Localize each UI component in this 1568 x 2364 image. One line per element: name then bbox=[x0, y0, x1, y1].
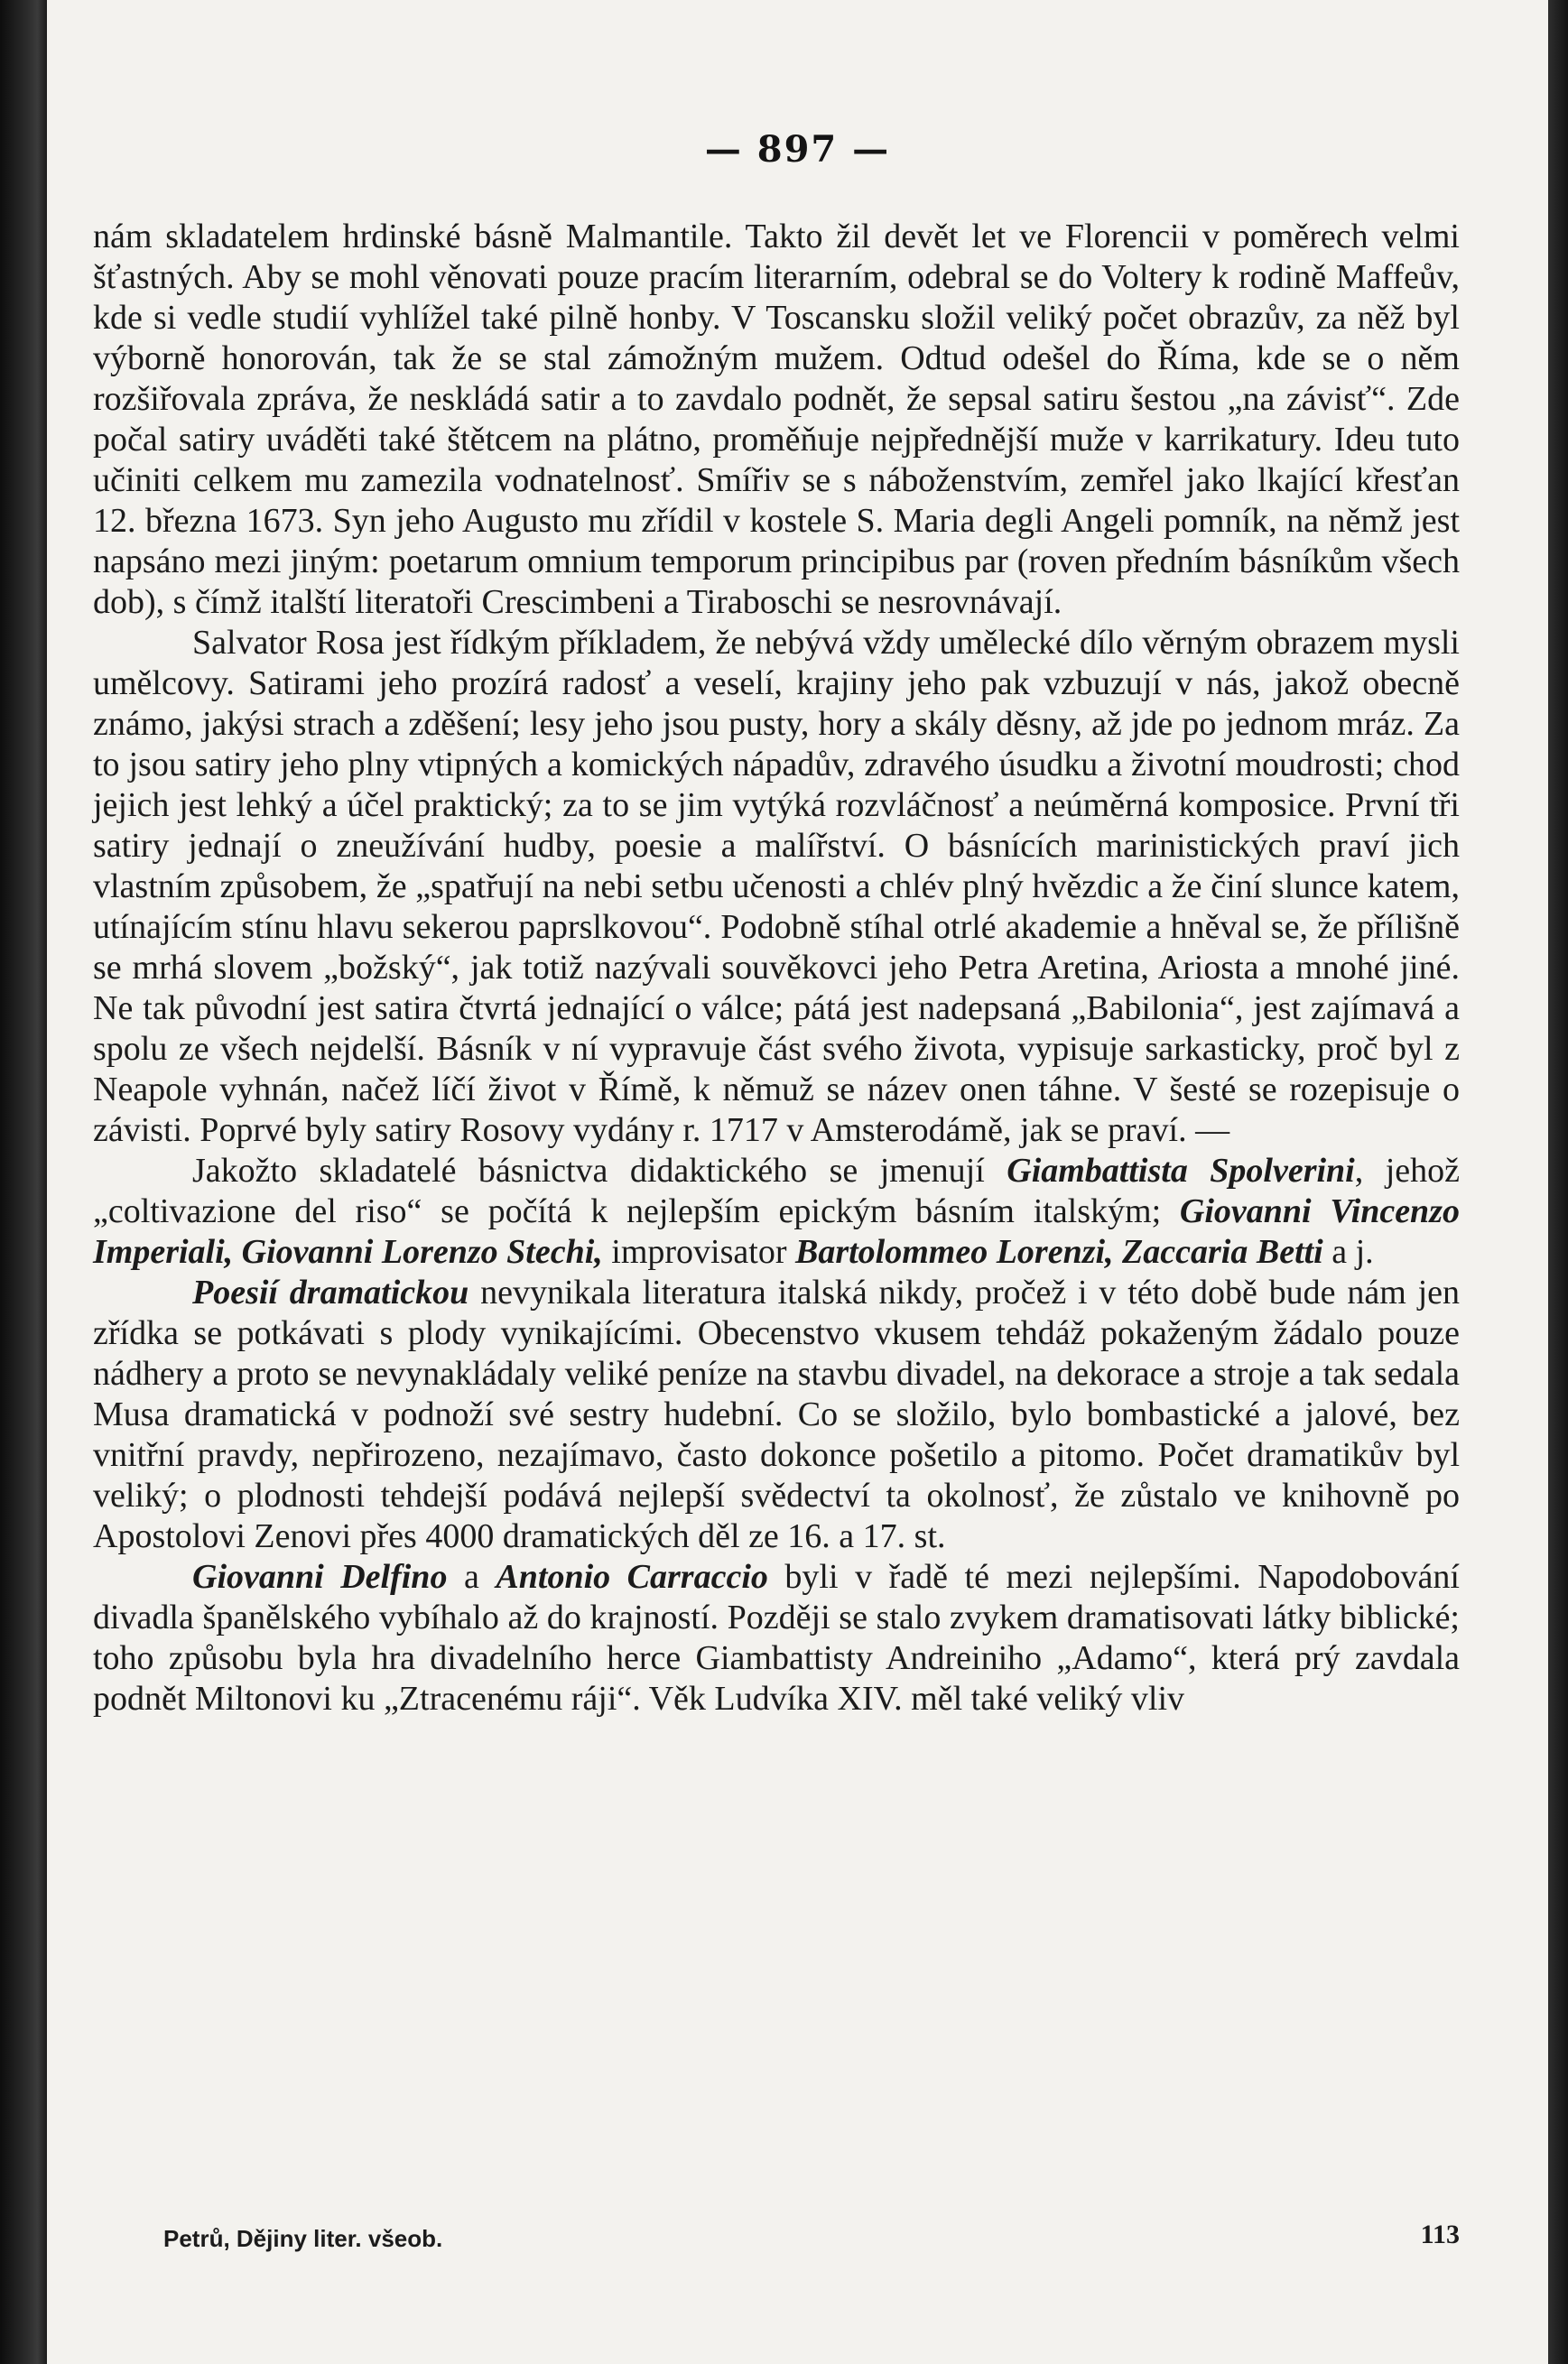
text-run: , jehož „coltivazione del riso“ se počítá k nejlepším epickým básním italským; bbox=[93, 1152, 1460, 1230]
text-run: a bbox=[447, 1558, 496, 1596]
text-run: nám skladatelem hrdinské básně Malmantile. Takto žil devět let ve Florencii v poměrech velmi šťastných. Aby se mohl věnovati pouze pracím literarním, odebral se do Voltery k rodině Maffeův, kde si vedle studií vyhlížel také pilně honby. V Toscansku složil veliký počet obrazův, za něž byl výborně honorován, tak že se stal zámožným mužem. Odtud odešel do Říma, kde se o něm rozšiřovala zpráva, že neskládá satir a to zavdalo podnět, že sepsal satiru šestou „na závisť“. Zde počal satiry uváděti také štětcem na plátno, proměňuje nejpřednější muže v karrikatury. Ideu tuto učiniti celkem mu zamezila vodnatelnosť. Smířiv se s náboženstvím, zemřel jako lkající křesťan 12. března 1673. Syn jeho Augusto mu zřídil v kostele S. Maria degli Angeli pomník, na němž jest napsáno mezi jiným: poetarum omnium temporum principibus par (roven předním básníkům všech dob), s čímž italští literatoři Crescimbeni a Tiraboschi se nesrovnávají. bbox=[93, 218, 1460, 621]
paragraph bbox=[93, 1151, 1460, 1273]
italic-name-run: Antonio Carraccio bbox=[496, 1558, 768, 1596]
italic-name-run: Poesií dramatickou bbox=[192, 1274, 469, 1312]
italic-name-run: Giovanni Delfino bbox=[192, 1558, 448, 1596]
text-run: a j. bbox=[1322, 1233, 1374, 1271]
footer-signature: Petrů, Dějiny liter. všeob. bbox=[163, 2225, 443, 2252]
italic-name-run: Bartolommeo Lorenzi, Zaccaria Betti bbox=[794, 1233, 1323, 1271]
paragraph bbox=[93, 217, 1460, 623]
scan-binding-edge bbox=[0, 0, 47, 2364]
text-run: Salvator Rosa jest řídkým příkladem, že nebývá vždy umělecké dílo věrným obrazem mysli umělcovy. Satirami jeho prozírá radosť a veselí, krajiny jeho pak vzbuzují v nás, jakož obecně známo, jakýsi strach a zděšení; lesy jeho jsou pusty, hory a skály děsny, až jde po jednom mráz. Za to jsou satiry jeho plny vtipných a komických nápadův, zdravého úsudku a životní moudrosti; chod jejich jest lehký a účel praktický; za to se jim vytýká rozvláčnosť a neúměrná komposice. První tři satiry jednají o zneužívání hudby, poesie a malířství. O básnících marinistických praví jich vlastním způsobem, že „spatřují na nebi setbu učenosti a chlév plný hvězdic a že činí slunce katem, utínajícím stínu hlavu sekerou paprslkovou“. Podobně stíhal otrlé akademie a hněval se, že přílišně se mrhá slovem „božský“, jak totiž nazývali souvěkovci jeho Petra Aretina, Ariosta a mnohé jiné. Ne tak původní jest satira čtvrtá jednající o válce; pátá jest nadepsaná „Babilonia“, jest zajímavá a spolu ze všech nejdelší. Básník v ní vypravuje část svého života, vypisuje sarkasticky, proč byl z Neapole vyhnán, načež líčí život v Římě, k němuž se název onen táhne. V šesté se rozepisuje o závisti. Poprvé byly satiry Rosovy vydány r. 1717 v Amsterodámě, jak se praví. — bbox=[93, 624, 1460, 1149]
page-number-header: — 897 — bbox=[704, 128, 891, 171]
body-text bbox=[93, 217, 1460, 1720]
footer-sheet-number: 113 bbox=[1420, 2220, 1460, 2249]
paragraph bbox=[93, 1273, 1460, 1557]
text-run: byli v řadě té mezi nejlepšími. Napodobování divadla španělského vybíhalo až do krajností. Později se stalo zvykem dramatisovati látky biblické; toho způsobu byla hra divadelního herce Giambattisty Andreiniho „Adamo“, která prý zavdala podnět Miltonovi ku „Ztracenému ráji“. Věk Ludvíka XIV. měl také veliký vliv bbox=[93, 1558, 1460, 1718]
italic-name-run: Giambattista Spolverini bbox=[1007, 1152, 1355, 1190]
scan-right-edge bbox=[1548, 0, 1568, 2364]
book-page bbox=[47, 0, 1548, 2364]
text-run: nevynikala literatura italská nikdy, pročež i v této době bude nám jen zřídka se potkávati s plody vynikajícími. Obecenstvo vkusem tehdáž pokaženým žádalo pouze nádhery a proto se nevynakládaly veliké peníze na stavbu divadel, na dekorace a stroje a tak sedala Musa dramatická v podnoží své sestry hudební. Co se složilo, bylo bombastické a jalové, bez vnitřní pravdy, nepřirozeno, nezajímavo, často dokonce pošetilo a pitomo. Počet dramatikův byl veliký; o plodnosti tehdejší podává nejlepší svědectví ta okolnosť, že zůstalo ve knihovně po Apostolovi Zenovi přes 4000 dramatických děl ze 16. a 17. st. bbox=[93, 1274, 1460, 1555]
text-run: Jakožto skladatelé básnictva didaktického se jmenují bbox=[192, 1152, 1007, 1190]
paragraph bbox=[93, 1557, 1460, 1720]
italic-name-run: Giovanni Vincenzo Imperiali, Giovanni Lorenzo Stechi, bbox=[93, 1192, 1460, 1271]
paragraph bbox=[93, 623, 1460, 1151]
text-run: improvisator bbox=[602, 1233, 795, 1271]
